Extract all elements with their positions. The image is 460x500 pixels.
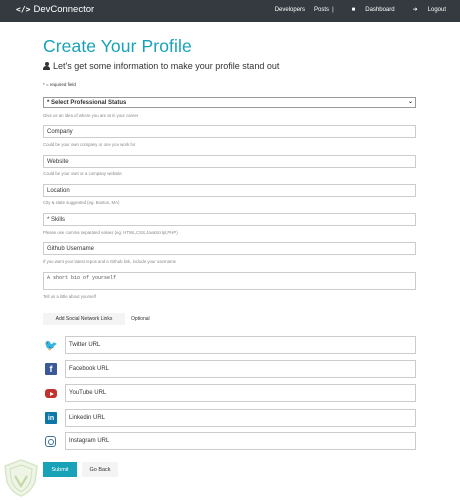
nav-posts[interactable]: Posts <box>314 6 330 13</box>
nav-logout-label: Logout <box>427 7 446 13</box>
instagram-input[interactable]: Instagram URL <box>65 432 416 450</box>
navbar <box>0 0 460 22</box>
logout-icon: ➜ <box>412 7 418 13</box>
company-input[interactable]: Company <box>43 125 416 138</box>
go-back-button[interactable]: Go Back <box>82 462 118 477</box>
company-help: Could be your own company or one you work for <box>43 142 136 147</box>
instagram-icon <box>45 436 56 447</box>
chevron-down-icon: ⌄ <box>407 99 413 105</box>
status-select[interactable] <box>43 97 416 108</box>
location-input[interactable]: Location <box>43 184 416 197</box>
nav-developers[interactable]: Developers <box>274 6 306 13</box>
user-icon: ■ <box>351 6 356 13</box>
linkedin-icon: in <box>45 412 57 424</box>
shield-watermark-icon <box>2 458 40 498</box>
code-icon: </> <box>16 5 31 14</box>
nav-dashboard[interactable] <box>343 7 395 13</box>
skills-help: Please use comma separated values (eg. HTML,CSS,JavaScript,PHP) <box>43 230 178 235</box>
skills-input[interactable]: * Skills <box>43 213 416 226</box>
twitter-input[interactable]: Twitter URL <box>65 336 416 354</box>
nav-links <box>266 6 446 13</box>
nav-dashboard-label: Dashboard <box>365 6 395 13</box>
facebook-input[interactable]: Facebook URL <box>65 360 416 378</box>
bio-help: Tell us a little about yourself <box>43 294 96 299</box>
page-title: Create Your Profile <box>43 36 192 56</box>
youtube-input[interactable]: YouTube URL <box>65 384 416 402</box>
brand-label: DevConnector <box>33 4 95 15</box>
location-help: City & state suggested (eg. Boston, MA) <box>43 200 120 205</box>
website-help: Could be your own or a company website <box>43 171 122 176</box>
user-icon <box>43 62 50 71</box>
nav-separator: | <box>332 6 334 13</box>
status-help: Give us an idea of where you are at in your career <box>43 113 139 118</box>
required-note: * = required field <box>43 82 76 87</box>
bio-textarea[interactable]: A short bio of yourself <box>43 272 416 290</box>
youtube-icon <box>45 389 57 398</box>
github-input[interactable]: Github Username <box>43 242 416 255</box>
lead-text <box>43 61 279 71</box>
linkedin-input[interactable]: Linkedin URL <box>65 409 416 427</box>
twitter-icon: 🐦 <box>44 339 58 352</box>
submit-button[interactable]: Submit <box>43 462 77 477</box>
add-social-links-button[interactable]: Add Social Network Links <box>43 313 125 325</box>
status-select-value: * Select Professional Status <box>47 100 127 106</box>
facebook-icon: f <box>45 363 57 375</box>
optional-label: Optional <box>131 316 150 322</box>
nav-logout[interactable] <box>404 6 446 13</box>
lead-label: Let's get some information to make your profile stand out <box>53 61 280 71</box>
website-input[interactable]: Website <box>43 155 416 168</box>
brand-link[interactable] <box>16 4 94 15</box>
github-help: If you want your latest repos and a Github link, include your username <box>43 259 177 264</box>
